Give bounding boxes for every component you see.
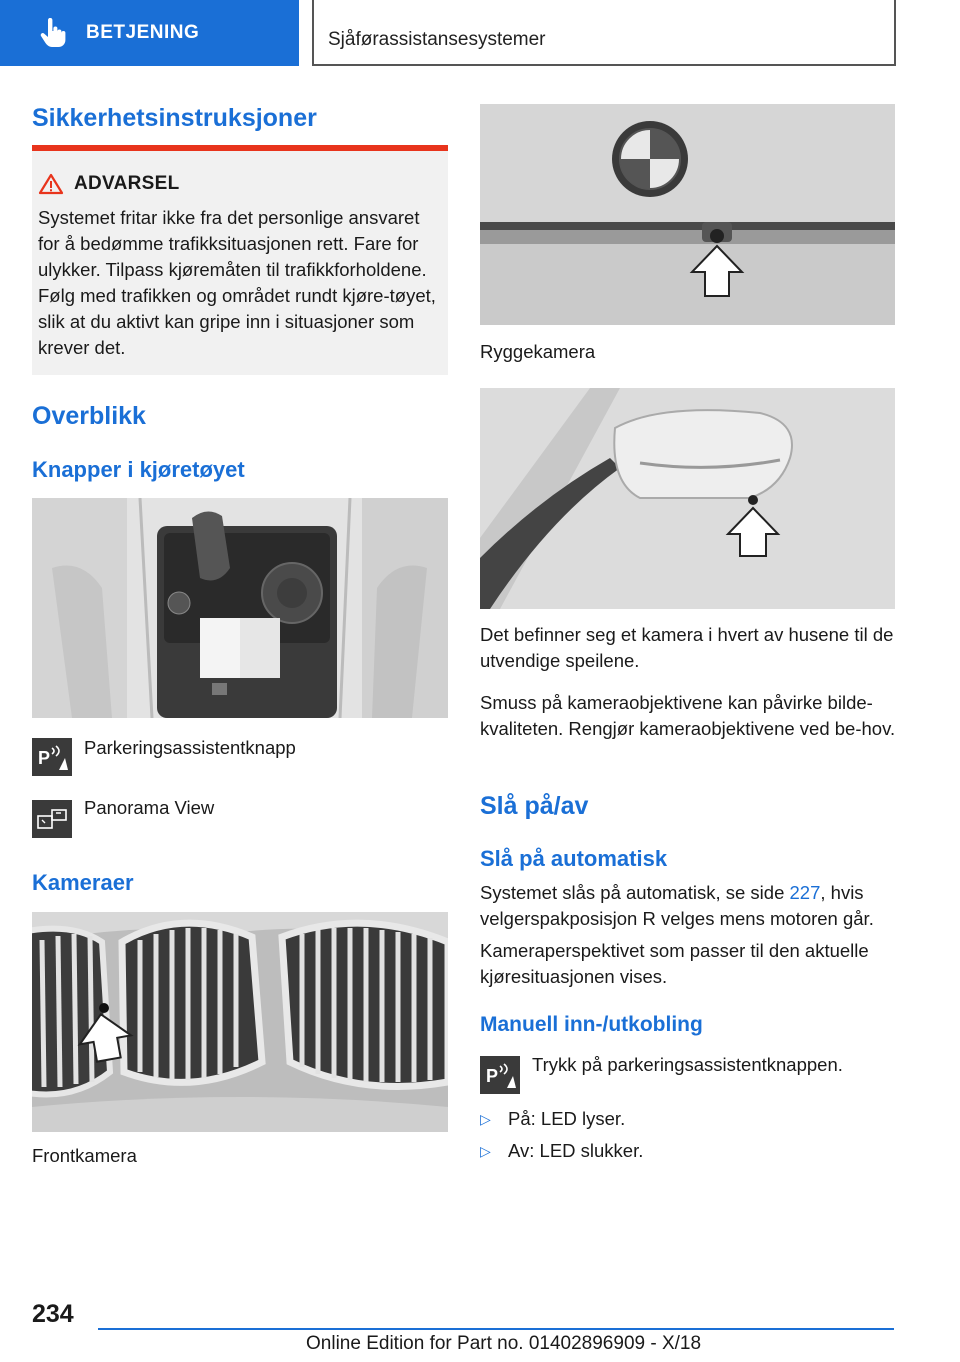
panorama-view-button-icon: [32, 800, 72, 838]
chapter-tab-label: BETJENING: [86, 22, 200, 43]
page-number: 234: [32, 1300, 74, 1328]
warning-header: [38, 173, 180, 195]
parking-assistant-button-icon: [32, 738, 72, 776]
parking-assistant-button-icon-small: [480, 1056, 520, 1094]
heading-cameras: Kameraer: [32, 870, 134, 895]
lens-dirt-text: Smuss på kameraobjektivene kan påvirke bilde-kvaliteten. Rengjør kameraobjektivene ved be-hov.: [480, 692, 896, 739]
heading-buttons: Knapper i kjøretøyet: [32, 457, 245, 482]
section-title: Sjåførassistansesystemer: [328, 29, 546, 50]
footer-edition: Online Edition for Part no. 01402896909 - X/18: [306, 1333, 702, 1354]
page-227-link[interactable]: 227: [789, 882, 821, 903]
hand-pointer-icon: [40, 18, 66, 48]
warning-box: [32, 151, 448, 375]
bullet-triangle-icon: ▷: [480, 1142, 491, 1159]
svg-text:P: P: [486, 1066, 499, 1086]
list-item: [480, 1140, 643, 1162]
svg-text:P: P: [38, 748, 51, 768]
front-camera-image: [32, 912, 448, 1132]
rear-camera-caption: Ryggekamera: [480, 341, 596, 362]
heading-auto-on: Slå på automatisk: [480, 846, 668, 871]
mirror-camera-text: Det befinner seg et kamera i hvert av husene til de utvendige speilene.: [480, 624, 894, 671]
chapter-tab[interactable]: [0, 0, 299, 66]
warning-triangle-icon: [38, 173, 64, 195]
center-console-image: [32, 498, 448, 718]
front-camera-caption: Frontkamera: [32, 1145, 137, 1166]
rear-camera-image: [480, 104, 895, 325]
warning-title: ADVARSEL: [74, 173, 180, 194]
panorama-view-button-label: Panorama View: [84, 797, 215, 818]
side-mirror-camera-image: [480, 388, 895, 609]
heading-on-off: Slå på/av: [480, 792, 589, 820]
auto-on-text-part2: , hvis velgerspakposisjon R velges mens motoren går.: [480, 882, 874, 929]
bullet-triangle-icon: ▷: [480, 1110, 491, 1127]
auto-on-text-part1: Systemet slås på automatisk, se side: [480, 882, 790, 903]
heading-safety: Sikkerhetsinstruksjoner: [32, 104, 317, 132]
heading-overview: Overblikk: [32, 402, 146, 430]
auto-on-text: [480, 880, 896, 932]
section-header: [312, 0, 896, 66]
list-item-text: På: LED lyser.: [508, 1108, 626, 1129]
list-item: [480, 1108, 625, 1130]
parking-assistant-button-label: Parkeringsassistentknapp: [84, 737, 296, 758]
perspective-text: Kameraperspektivet som passer til den aktuelle kjøresituasjonen vises.: [480, 940, 869, 987]
footer-divider: [98, 1328, 894, 1330]
warning-text: Systemet fritar ikke fra det personlige ansvaret for å bedømme trafikksituasjonen rett. Fare for ulykker. Tilpass kjøremåten til trafikkforholdene. Følg med trafikken og området rundt kjøre-tøyet, slik at du aktivt kan gripe inn i situasjoner som krever det.: [38, 207, 436, 358]
press-button-text: Trykk på parkeringsassistentknappen.: [532, 1054, 843, 1075]
heading-manual: Manuell inn-/utkobling: [480, 1013, 703, 1036]
list-item-text: Av: LED slukker.: [508, 1140, 644, 1161]
